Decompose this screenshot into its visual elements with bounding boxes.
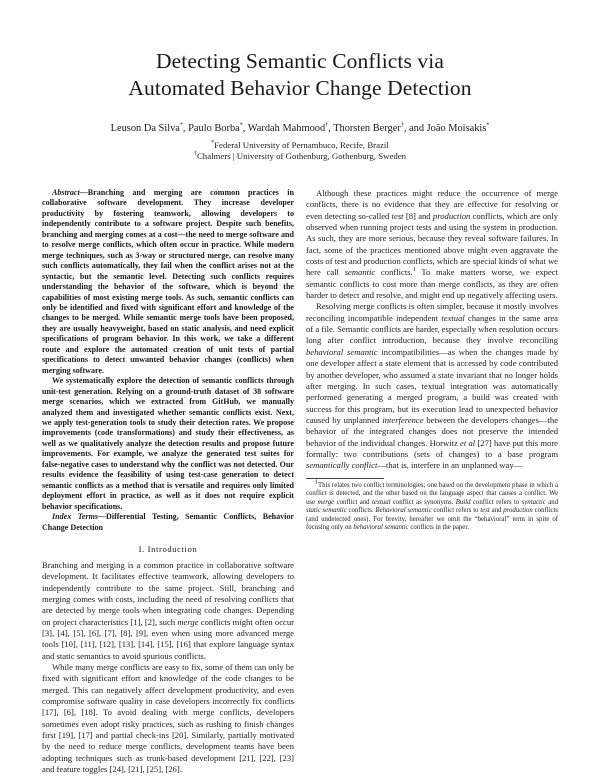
intro-text: Although these practices might reduce the occurrence of merge conflicts, there is no evidence that they are effective for resolving or even detecting so-called [306,188,558,221]
footnote-text: and [489,507,504,515]
section-heading: I. Introduction [138,543,198,554]
intro-text: conflicts, which are only observed when running project tests and using the system in production. As such, they are more serious, because they reveal software failures. In fact, some of the practices mentioned above might even aggravate the costs of test and production conflicts, which are special kinds of what we here call [306,210,559,278]
footnote-text: conflict refers to [470,498,522,506]
abstract-label: Abstract [52,188,80,197]
title-line-2: Automated Behavior Change Detection [128,76,472,100]
intro-text: conflicts might often occur [3], [4], [5], [6], [7], [8], [9], even when using more advanced merge tools [10], [11], [12], [13], [14], [15], [16] that explore language syntax and static semantics to avoid spurious conflicts. [42,616,294,661]
affiliation-mark: † [193,151,197,158]
intro-paragraph-3 [306,188,558,301]
footnote-emphasis: Build [455,498,471,506]
abstract-text-1: Branching and merging are common practices in collaborative software development. They increase developer productivity by fostering teamwork, allowing developers to independently contribute to a software project. Despite such benefits, branching and merging comes at a cost—the need to merge software and to resolve merge conflicts, which often occur in practice. While modern merge techniques, such as 3-way or structured merge, can resolve many such conflicts automatically, they fail when the conflict arises not at the syntactic, but the semantic level. Detecting such conflicts requires understanding the behavior of the software, which is beyond the capabilities of most existing merge tools. As such, semantic conflicts can only be identified and fixed with significant effort and knowledge of the changes to be merged. While semantic merge tools have been proposed, they are usually heavyweight, based on static analysis, and need explicit specifications of program behavior. In this work, we take a different route and explore the automated creation of unit tests of partial specifications to detect unwanted behavior changes (conflicts) when merging software. [42,188,294,375]
right-column [306,188,558,533]
intro-text: between the developers changes—the behavior of the integrated changes does not preserve the intended behavior of the individual changes. Horwitz [306,414,559,448]
footnote-emphasis: behavioral semantic [353,524,409,532]
intro-text: To make matters worse, we expect semantic conflicts to cost more than merge conflicts, as they are often harder to detect and resolve, and might end up negatively affecting users. [306,267,558,301]
footnote-emphasis: syntactic [521,498,546,506]
index-terms-label: Index Terms [52,512,98,522]
author-name: Thorsten Berger [333,123,401,134]
footnote-emphasis: textual [371,498,391,506]
author-mark: * [179,122,183,129]
intro-emphasis: merge [177,616,199,627]
affiliation-text: Chalmers | University of Gothenburg, Gothenburg, Sweden [196,151,407,161]
intro-paragraph-4 [306,301,558,471]
intro-text: Branching and merging is a common practice in collaborative software development. It facilitates effective teamwork, allowing developers to independently contribute to the same project. Still, branching and merging comes with costs, including the need of resolving conflicts that are detected by merge tools when integrating code changes. Depending on project characteristics [1], [2], such [42,559,294,627]
footnote-number: 1 [315,479,318,486]
intro-text: changes in the same area of a file. Semantic conflicts are harder, especially when resolution occurs long after conflict introduction, because they involve reconciling [306,312,558,346]
footnote-emphasis: production [503,507,533,515]
author-list: Leuson Da Silva*, Paulo Borba*, Wardah Mahmood†, Thorsten Berger†, and João Moisakis* [110,122,490,134]
footnote-text: conflict as synonyms. [390,498,456,506]
footnote-text: conflict refers to [431,507,481,515]
author-name: Wardah Mahmood [247,123,326,134]
author-name: João Moisakis [426,123,487,134]
title-line-1: Detecting Semantic Conflicts via [155,49,444,73]
author-mark: † [400,122,404,129]
abstract-text-2: We systematically explore the detection of semantic conflicts through unit-test generation. Relying on a ground-truth dataset of 38 software merge scenarios, which we extracted from GitHub, we manually analyzed them and investigated whether semantic conflicts exist. Next, we apply test-generation tools to study their detection rates. We propose improvements (code transformations) and study their effectiveness, as well as we qualitatively analyze the detection results and propose future improvements. For example, we analyze the generated test suites for false-negative cases to understand why the conflict was not detected. Our results evidence the feasibility of using test-case generation to detect semantic conflicts as a method that is versatile and requires only limited deployment effort in practice, as well as it does not require explicit behavior specifications. [42,376,294,511]
intro-text: Resolving merge conflicts is often simpler, because it mostly involves reconciling incompatible independent [306,301,558,323]
index-terms: Index Terms—Differential Testing, Semantic Conflicts, Behavior Change Detection [42,512,294,532]
intro-emphasis: test [391,210,404,221]
affiliation-mark: * [211,140,215,147]
footnote-text: conflicts (and undetected ones). For brevity, hereafter we omit the “behavioral” term in spite of focusing only on [306,507,559,532]
intro-text: [27] have put this more formally: two contributions (sets of changes) to a base program [306,437,558,459]
abstract-paragraph-2 [42,376,294,512]
index-terms-text: Differential Testing, Semantic Conflicts, Behavior Change Detection [42,512,294,532]
footnote-emphasis: Behavioral semantic [375,507,432,515]
footnote-text: conflicts. [346,507,376,515]
intro-text: —that is, interfere in an unplanned way— [377,460,523,471]
footnote-text: and [545,498,559,506]
affiliation-1 [0,140,600,151]
author-mark: * [486,122,490,129]
footnote-text: conflicts in the paper. [408,524,469,532]
intro-emphasis: et al [460,437,476,448]
footnote-emphasis: static semantic [306,507,347,515]
intro-emphasis: production [432,210,471,221]
abstract-paragraph-1: Abstract—Branching and merging are common practices in collaborative software development. They increase developer productivity by fostering teamwork, allowing developers to independently contribute to a software project. Despite such benefits, branching and merging comes at a cost—the need to merge software and to resolve merge conflicts, which often occur in practice. While modern merge techniques, such as 3-way or structured merge, can resolve many such conflicts automatically, they fail when the conflict arises not at the syntactic, but the semantic level. Detecting such conflicts requires understanding the behavior of the software, which is beyond the capabilities of most existing merge tools. As such, semantic conflicts can only be identified and fixed with significant effort and knowledge of the changes to be merged. While semantic merge tools have been proposed, they are usually heavyweight, based on static analysis, and need explicit specifications of program behavior. In this work, we take a different route and explore the automated creation of unit tests of partial specifications to detect unwanted behavior changes (conflicts) when merging software. [42,188,294,375]
footnote-emphasis: test [480,507,490,515]
author-name: Paulo Borba [188,123,240,134]
paper-title [0,48,600,102]
intro-emphasis: behavioral semantic [306,346,378,357]
author-mark: * [239,122,243,129]
affiliation-text: Federal University of Pernambuco, Recife, Brazil [214,140,389,150]
intro-emphasis: interference [382,414,424,425]
author-name: Leuson Da Silva [110,123,180,134]
author-mark: † [325,122,329,129]
footnote-emphasis: merge [317,498,335,506]
intro-emphasis: textual [441,312,465,323]
footnote-1 [306,479,559,533]
affiliation-2 [0,151,600,162]
footnote-mark[interactable]: 1 [412,267,416,274]
footnote-text: This relates two conflict terminologies; one based on the development phase in which a conflict is detected, and the other based on the language aspect that causes a conflict. We use [306,481,558,506]
footnote-text: conflict and [334,498,372,506]
intro-paragraph-2: While many merge conflicts are easy to fix, some of them can only be fixed with significant effort and knowledge of the code changes to be merged. This can negatively affect development productivity, and even compromise software quality in case developers incorrectly fix conflicts [17], [6], [18]. To avoid dealing with merge conflicts, developers sometimes even adopt risky practices, such as rushing to finish changes first [19], [17] and partial check-ins [20]. Similarly, partially motivated by the need to reduce merge conflicts, development teams have been adopting techniques such as trunk-based development [21], [22], [23] and feature toggles [24], [21], [25], [26]. [42,662,294,775]
intro-paragraph-1 [42,560,294,662]
intro-emphasis: semantic [344,267,376,278]
intro-text: conflicts. [375,267,413,278]
intro-emphasis: semantically conflict [306,460,378,471]
left-column [42,188,294,775]
intro-text: incompatibilities—as when the changes made by one developer affect a state element that is accessed by code contributed by another developer, who assumed a state invariant that no longer holds after merging. In such cases, textual integration was automatically performed generating a merged program, a build was created with success for this program, but its execution lead to unexpected behavior caused by unplanned [306,346,558,425]
intro-text: [8] and [403,210,433,221]
